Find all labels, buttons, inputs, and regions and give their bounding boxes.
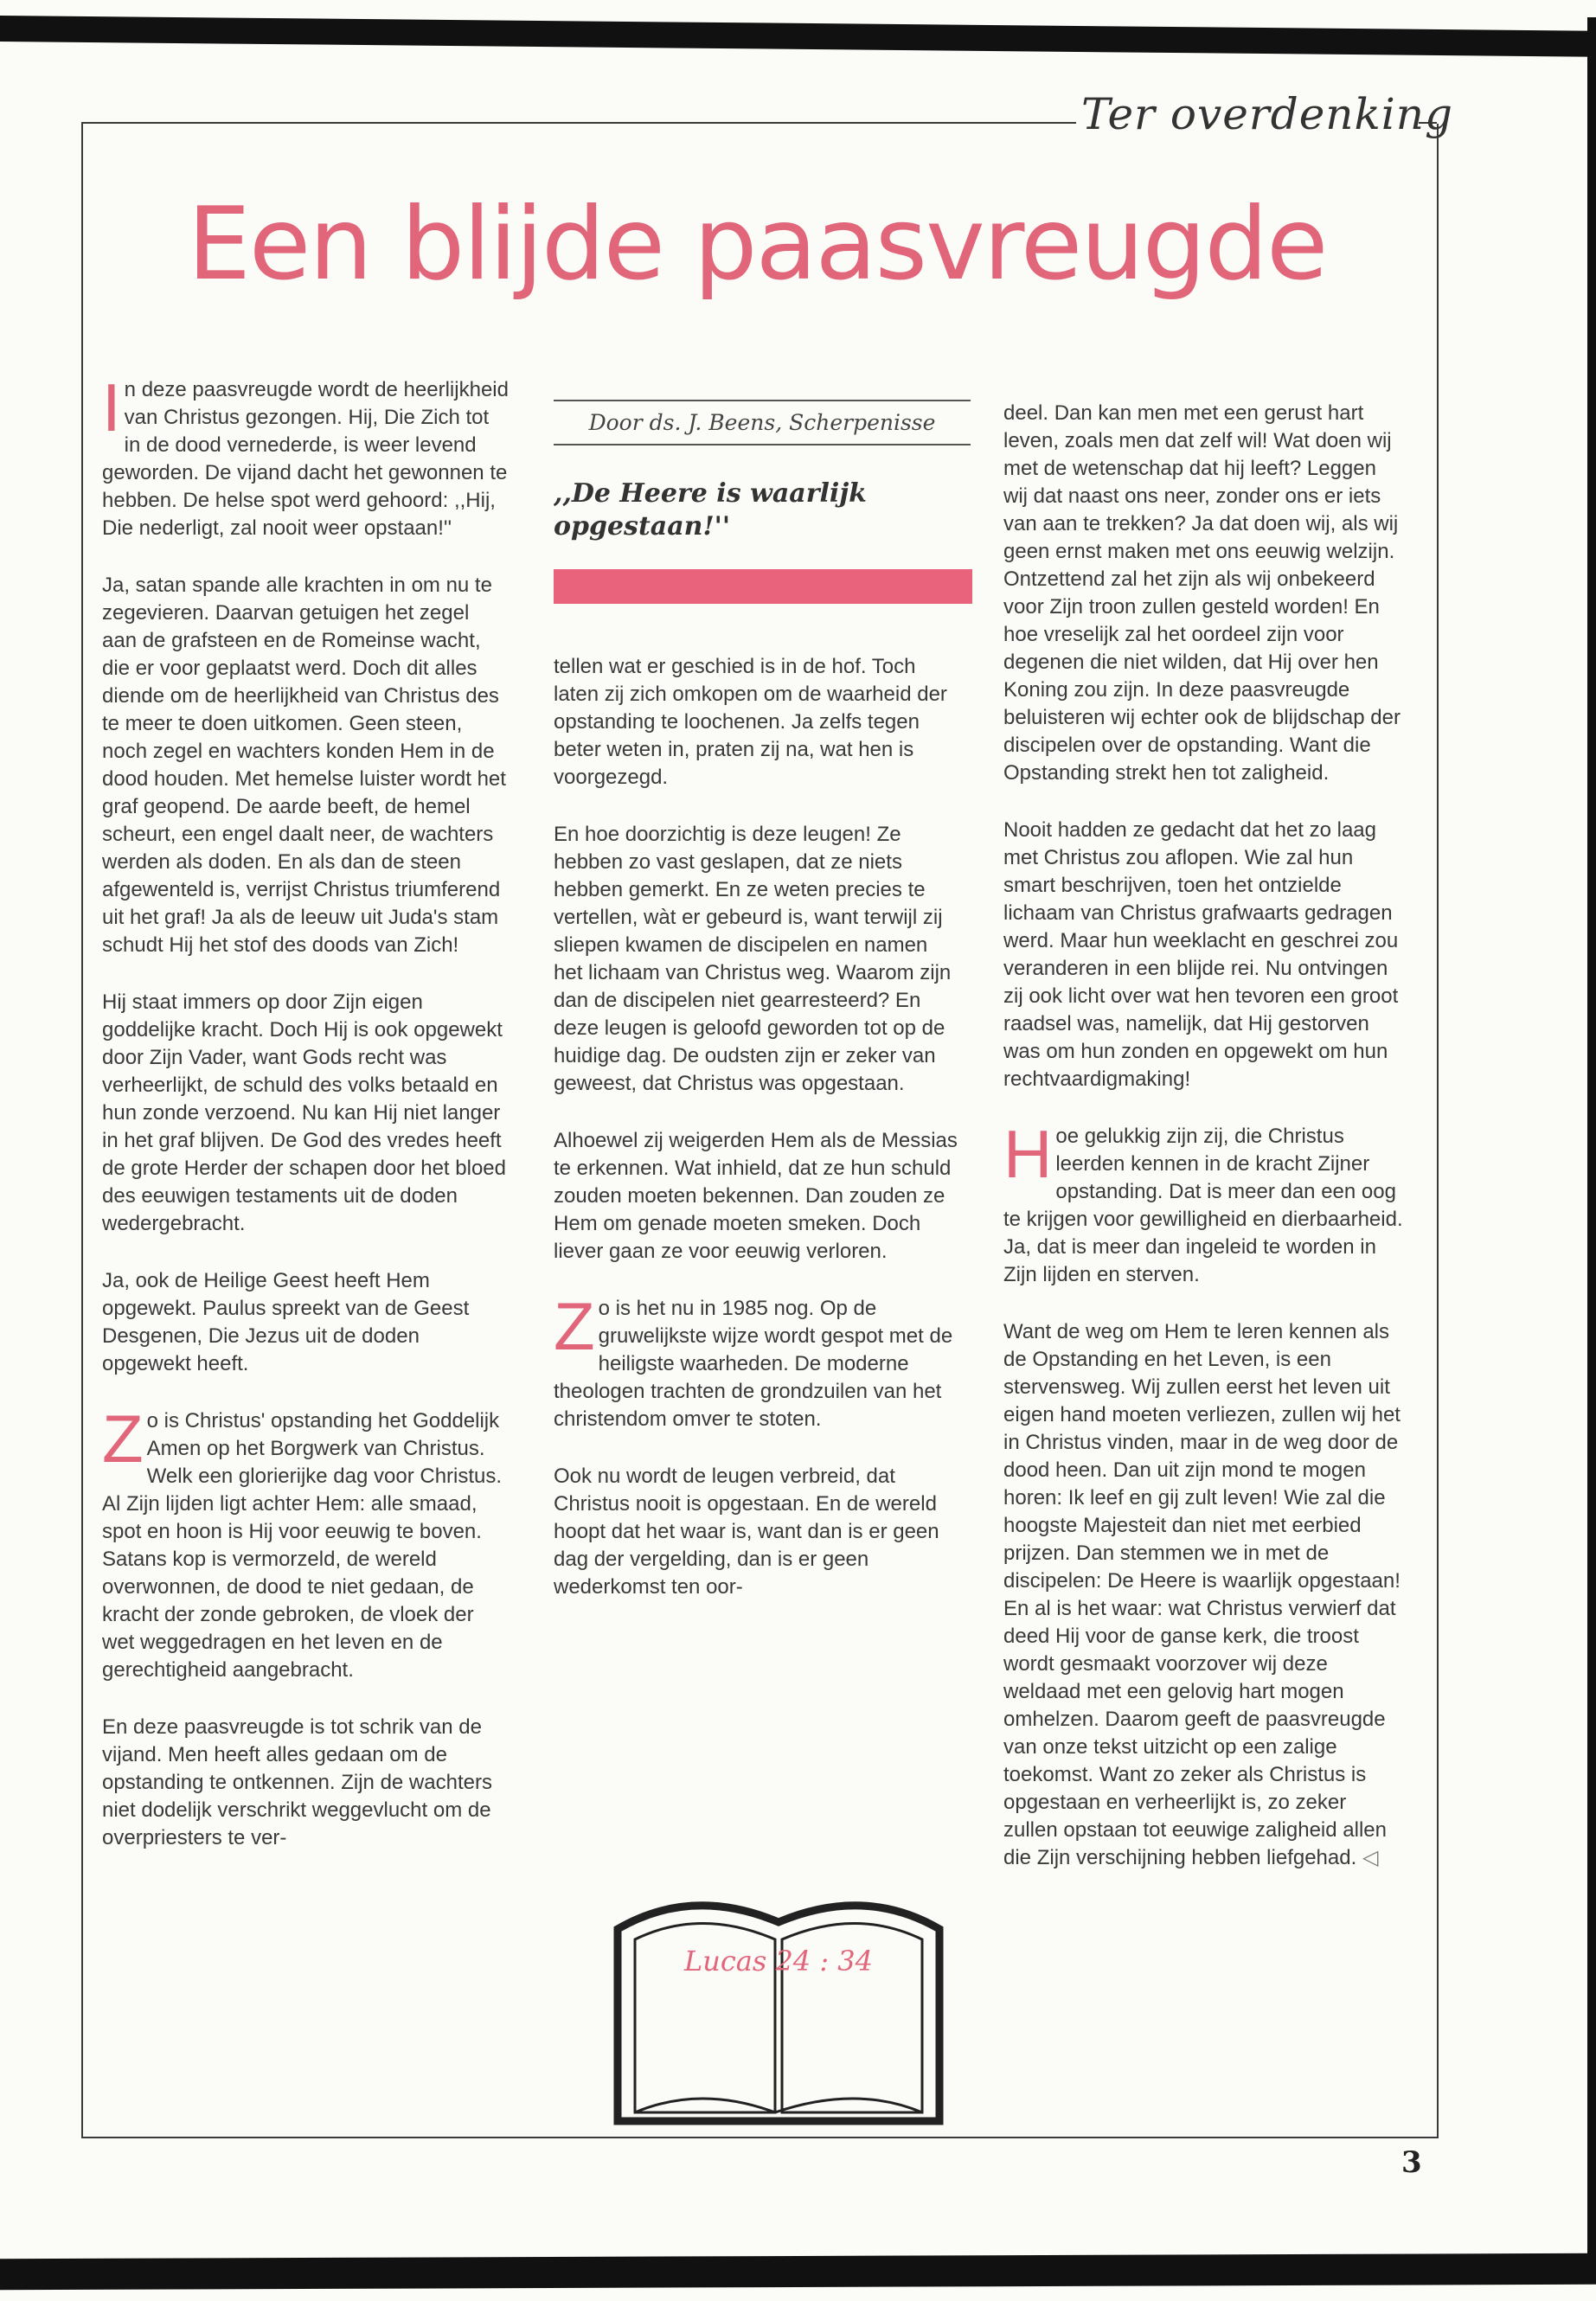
bible-reference: Lucas 24 : 34 [683,1945,873,1977]
paragraph: tellen wat er geschied is in de hof. Toch laten zij zich omkopen om de waarheid der opstanding te loochenen. Ja zelfs tegen beter weten in, praten zij na, wat hen is voorgezegd. [554,655,947,789]
accent-bar [554,569,972,604]
paragraph-text: Want de weg om Hem te leren kennen als de Opstanding en het Leven, is een stervensweg. Wij zullen eerst het leven uit eigen hand moeten verliezen, zullen wij het in Christus vinden, maar in de weg door de dood heen. Dan uit zijn mond te mogen horen: Ik leef en gij zult leven! Wie zal die hoogste Majesteit dan niet met eerbied prijzen. Dan stemmen we in met de discipelen: De Heere is waarlijk opgestaan! En al is het waar: wat Christus verwierf dat deed Hij voor de ganse kerk, die troost wordt gesmaakt voorzover wij deze weldaad met een gelovig hart mogen omhelzen. Daarom geeft de paasvreugde van onze tekst uitzicht op een zalige toekomst. Want zo zeker als Christus is opgestaan en verheerlijkt is, zo zeker zullen opstaan tot eeuwige zaligheid allen die Zijn verschijning hebben liefgehad. [1003,1320,1401,1869]
scan-edge-right [1587,17,1596,2284]
column-3 [1003,400,1406,1901]
byline: Door ds. J. Beens, Scherpenisse [554,400,971,445]
paragraph [102,369,509,542]
column-1 [102,369,509,1881]
pull-quote: ,,De Heere is waarlijk opgestaan!'' [554,478,867,542]
end-mark-icon: ◁ [1362,1846,1379,1869]
paragraph-text: o is Christus' opstanding het Goddelijk Amen op het Borgwerk van Christus. Welk een glorierijke dag voor Christus. Al Zijn lijden ligt achter Hem: alle smaad, spot en hoon is Hij voor eeuwig te boven. Satans kop is vermorzeld, de wereld overwonnen, de dood te niet gedaan, de kracht der zonde gebroken, de vloek der wet weggedragen en het leven en de gerechtigheid aangebracht. [102,1409,503,1682]
paragraph: Nooit hadden ze gedacht dat het zo laag met Christus zou aflopen. Wie zal hun smart beschrijven, toen het ontzielde lichaam van Christus grafwaarts gedragen werd. Maar hun weeklacht en geschrei zou veranderen in een blijde rei. Nu ontvingen zij ook licht over wat hen tevoren een groot raadsel was, namelijk, dat Hij gestorven was om hun zonden en opgewekt om hun rechtvaardigmaking! [1003,818,1399,1091]
paragraph: Ja, satan spande alle krachten in om nu te zegevieren. Daarvan getuigen het zegel aan de grafsteen en de Romeinse wacht, die er voor geplaatst werd. Doch dit alles diende om de heerlijkheid van Christus des te meer te doen uitkomen. Geen steen, noch zegel en wachters konden Hem in de dood houden. Met hemelse luister wordt het graf geopend. De aarde beeft, de hemel scheurt, een engel daalt neer, de wachters werden als doden. En als dan de steen afgewenteld is, verrijst Christus triumferend uit het graf! Ja als de leeuw uit Juda's stam schudt Hij het stof des doods van Zich! [102,574,506,957]
paragraph [1003,1116,1406,1289]
paragraph: Alhoewel zij weigerden Hem als de Messias te erkennen. Wat inhield, dat ze hun schuld zouden moeten bekennen. Dan zouden ze Hem om genade moeten smeken. Doch liever gaan ze voor eeuwig verloren. [554,1129,958,1263]
paragraph: En hoe doorzichtig is deze leugen! Ze hebben zo vast geslapen, dat ze niets hebben gemerkt. En ze weten precies te vertellen, wàt er gebeurd is, want terwijl zij sliepen kwamen de discipelen en namen het lichaam van Christus weg. Waarom zijn dan de discipelen niet gearresteerd? En deze leugen is geloofd geworden tot op de huidige dag. De oudsten zijn er zeker van geweest, dat Christus was opgestaan. [554,823,952,1095]
drop-cap: H [1003,1116,1053,1192]
paragraph: Hij staat immers op door Zijn eigen goddelijke kracht. Doch Hij is ook opgewekt door Zijn Vader, want Gods recht was verheerlijkt, de schuld des volks betaald en hun zonde verzoend. Nu kan Hij niet langer in het graf blijven. De God des vredes heeft de grote Herder der schapen door het bloed des eeuwigen testaments uit de doden wedergebracht. [102,990,506,1235]
paragraph: Ook nu wordt de leugen verbreid, dat Christus nooit is opgestaan. En de wereld hoopt dat het waar is, want dan is er geen dag der vergelding, dan is er geen wederkomst ten oor- [554,1465,939,1599]
paragraph: deel. Dan kan men met een gerust hart leven, zoals men dat zelf wil! Wat doen wij met de wetenschap dat hij leeft? Leggen wij dat naast ons neer, zonder ons er iets van aan te trekken? Ja dat doen wij, als wij geen ernst maken met ons eeuwig welzijn. Ontzettend zal het zijn als wij onbekeerd voor Zijn troon zullen gesteld worden! En hoe vreselijk zal het oordeel zijn voor degenen die niet wilden, dat Hij over hen Koning zou zijn. In deze paasvreugde beluisteren wij echter ook de blijdschap der discipelen over de opstanding. Want die Opstanding strekt hen tot zaligheid. [1003,401,1401,785]
column-2 [554,653,960,1631]
open-book-icon [606,1868,952,2128]
drop-cap: Z [554,1288,595,1364]
paragraph-text: oe gelukkig zijn zij, die Christus leerden kennen in de kracht Zijner opstanding. Dat is meer dan een oog te krijgen voor gewilligheid en dierbaarheid. Ja, dat is meer dan ingeleid te worden in Zijn lijden en sterven. [1003,1125,1403,1286]
drop-cap: Z [102,1400,144,1477]
drop-cap: I [102,369,121,445]
paragraph: En deze paasvreugde is tot schrik van de vijand. Men heeft alles gedaan om de opstanding te ontkennen. Zijn de wachters niet dodelijk verschrikt weggevlucht om de overpriesters te ver- [102,1715,492,1849]
scan-edge-top [0,16,1596,57]
paragraph-text: n deze paasvreugde wordt de heerlijkheid van Christus gezongen. Hij, Die Zich tot in de dood vernederde, is weer levend geworden. De vijand dacht het gewonnen te hebben. De helse spot werd gehoord: ,,Hij, Die nederligt, zal nooit weer opstaan!'' [102,378,509,540]
paragraph [1003,1318,1406,1872]
article-title: Een blijde paasvreugde [187,186,1327,303]
paragraph [102,1400,509,1684]
section-label: Ter overdenking [1081,89,1453,139]
page-number: 3 [1401,2145,1422,2180]
paragraph [554,1288,960,1433]
paragraph-text: o is het nu in 1985 nog. Op de gruwelijkste wijze wordt gespot met de heiligste waarheden. De moderne theologen trachten de grondzuilen van het christendom omver te stoten. [554,1297,953,1431]
scan-edge-bottom [0,2253,1596,2290]
paragraph: Ja, ook de Heilige Geest heeft Hem opgewekt. Paulus spreekt van de Geest Desgenen, Die Jezus uit de doden opgewekt heeft. [102,1269,470,1375]
